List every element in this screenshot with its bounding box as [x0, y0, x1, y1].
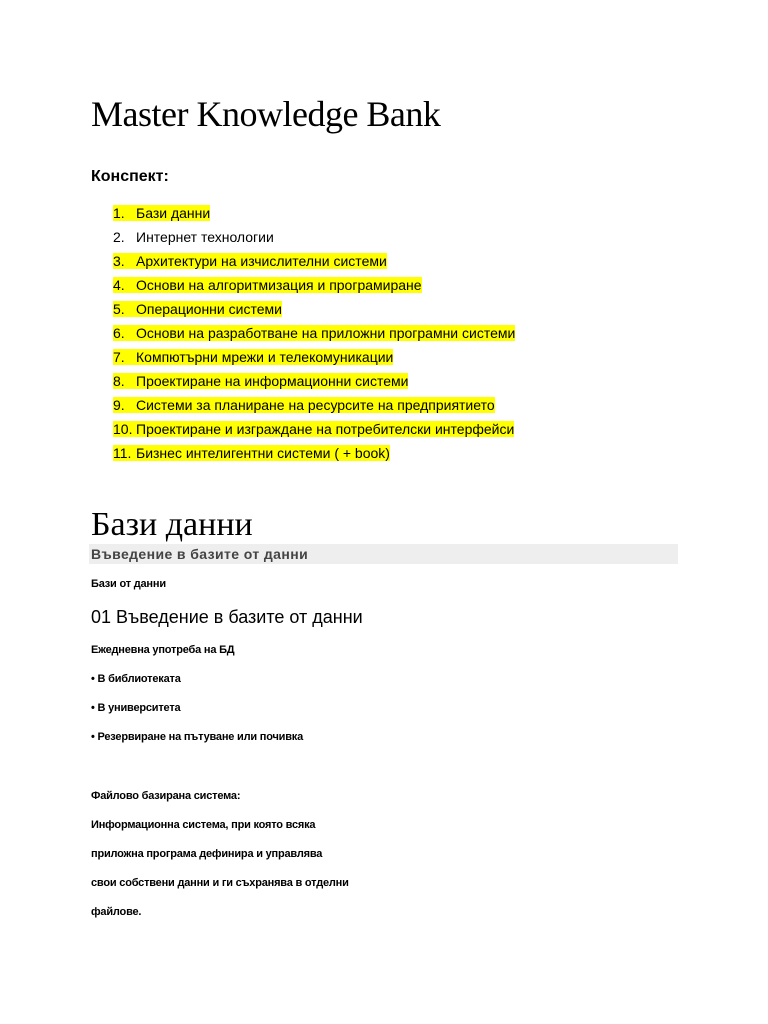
outline-item-label: Основи на разработване на приложни програмни системи	[136, 325, 516, 341]
outline-item-label: Операционни системи	[136, 301, 282, 317]
bullet-item: • Резервиране на пътуване или почивка	[91, 731, 304, 743]
outline-item-number: 1.	[113, 205, 125, 221]
bullet-item: • В библиотеката	[91, 673, 181, 685]
outline-item	[113, 273, 515, 297]
outline-item	[113, 225, 515, 249]
paragraph-line: Информационна система, при която всяка	[91, 819, 316, 831]
outline-item	[113, 417, 515, 441]
outline-item	[113, 321, 515, 345]
section-subtitle: Въведение в базите от данни	[91, 546, 309, 562]
paragraph-line: файлове.	[91, 906, 142, 918]
outline-item-label: Системи за планиране на ресурсите на предприятието	[136, 397, 495, 413]
outline-item-number: 5.	[113, 301, 125, 317]
paragraph-line: свои собствени данни и ги съхранява в отделни	[91, 877, 349, 889]
outline-heading: Конспект:	[91, 168, 169, 185]
outline-item-label: Основи на алгоритмизация и програмиране	[136, 277, 422, 293]
outline-item-number: 7.	[113, 349, 125, 365]
outline-item-label: Компютърни мрежи и телекомуникации	[136, 349, 394, 365]
bullet-item: • В университета	[91, 702, 181, 714]
daily-use-heading: Ежедневна употреба на БД	[91, 644, 235, 656]
outline-item	[113, 441, 515, 465]
outline-item-number: 6.	[113, 325, 125, 341]
body-label: Бази от данни	[91, 578, 166, 590]
outline-item-number: 9.	[113, 397, 125, 413]
outline-item	[113, 249, 515, 273]
outline-item-number: 3.	[113, 253, 125, 269]
outline-item	[113, 393, 515, 417]
outline-item	[113, 201, 515, 225]
outline-item-number: 11.	[113, 445, 132, 461]
outline-list	[113, 201, 515, 465]
outline-item	[113, 369, 515, 393]
outline-item-label: Бази данни	[136, 205, 211, 221]
outline-item-number: 2.	[113, 229, 125, 245]
outline-item-label: Бизнес интелигентни системи ( + book)	[136, 445, 390, 461]
file-system-heading: Файлово базирана система:	[91, 790, 241, 802]
outline-item-label: Интернет технологии	[136, 229, 274, 245]
section-title: Бази данни	[91, 506, 253, 543]
outline-item-number: 10.	[113, 421, 133, 437]
outline-item	[113, 297, 515, 321]
document-title: Master Knowledge Bank	[91, 94, 441, 134]
outline-item-label: Проектиране на информационни системи	[136, 373, 409, 389]
outline-item	[113, 345, 515, 369]
outline-item-number: 4.	[113, 277, 125, 293]
outline-item-label: Архитектури на изчислителни системи	[136, 253, 387, 269]
paragraph-line: приложна програма дефинира и управлява	[91, 848, 323, 860]
lesson-heading: 01 Въведение в базите от данни	[91, 607, 363, 627]
outline-item-number: 8.	[113, 373, 125, 389]
outline-item-label: Проектиране и изграждане на потребителски интерфейси	[136, 421, 515, 437]
